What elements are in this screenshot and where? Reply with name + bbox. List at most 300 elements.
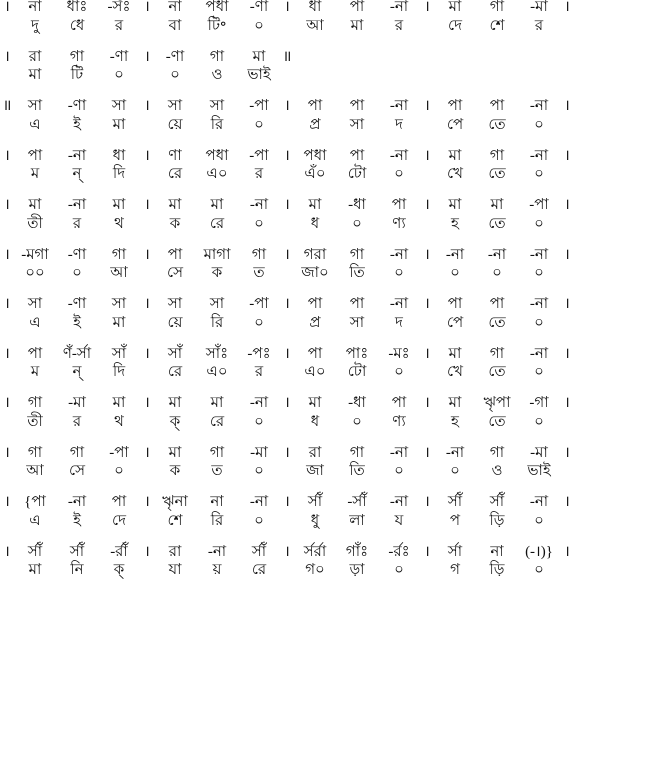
lyric-cell: লা — [349, 512, 365, 529]
lyric-cell: র — [254, 166, 264, 183]
notation-cell: না — [168, 0, 182, 15]
notation-cell: -পা — [249, 147, 269, 164]
notation-cell: মা — [448, 147, 462, 164]
notation-cell: পা — [391, 197, 407, 213]
lyric-cell: খে — [447, 364, 463, 381]
lyric-cell: আ — [26, 463, 44, 480]
notation-stanza — [0, 446, 671, 496]
stanza-gap — [0, 431, 671, 446]
lyric-cell: ড়ি — [489, 562, 505, 579]
lyric-row — [0, 167, 671, 183]
notation-cell: -পা — [249, 296, 269, 312]
notation-cell: গা — [251, 246, 267, 263]
stanza-gap — [0, 480, 671, 495]
lyric-cell: এঁ০ — [304, 166, 326, 183]
notation-cell: সা — [167, 98, 183, 114]
lyric-row — [0, 118, 671, 134]
notation-cell: না — [210, 494, 224, 510]
notation-cell: -ণা — [249, 0, 269, 15]
notation-cell: {পা — [24, 494, 46, 510]
lyric-row — [0, 19, 671, 35]
notation-cell: মা — [252, 48, 266, 65]
notation-cell: মা — [168, 444, 182, 461]
notation-cell: পা — [349, 147, 365, 164]
notation-cell: মা — [308, 197, 322, 213]
notation-cell: সাঁ — [167, 345, 183, 362]
notation-cell: ণঁ-র্সা — [62, 345, 92, 362]
notation-row — [0, 446, 671, 462]
notation-stanza — [0, 149, 671, 199]
notation-cell: -মঃ — [388, 345, 410, 362]
lyric-cell: টো — [347, 166, 367, 183]
bar-line: । — [284, 98, 290, 114]
lyric-cell: খে — [447, 166, 463, 183]
lyric-cell: ০ — [394, 562, 404, 579]
notation-row — [0, 0, 671, 16]
notation-cell: -না — [389, 444, 409, 461]
notation-cell: -ণা — [109, 48, 129, 65]
notation-cell: গা — [69, 444, 85, 461]
lyric-cell: ০ — [352, 215, 362, 232]
bar-line: । — [564, 197, 570, 213]
lyric-cell: থ — [114, 413, 124, 430]
notation-row — [0, 149, 671, 165]
lyric-cell: ০ — [534, 116, 544, 133]
bar-line: । — [564, 543, 570, 560]
notation-cell: -ণা — [67, 98, 87, 114]
bar-line: । — [4, 197, 10, 213]
lyric-cell: র — [254, 364, 264, 381]
lyric-cell: ০ — [394, 364, 404, 381]
lyric-cell: জা০ — [301, 265, 329, 282]
notation-cell: গা — [349, 444, 365, 461]
notation-cell: -না — [389, 246, 409, 263]
notation-cell: র্সাঁ — [307, 494, 323, 510]
notation-cell: -মগা — [21, 246, 49, 263]
notation-cell: -র্রঃ — [388, 543, 410, 560]
lyric-cell: রে — [209, 215, 225, 232]
lyric-cell: তে — [488, 166, 506, 183]
notation-cell: না — [490, 543, 504, 560]
lyric-cell: রে — [251, 562, 267, 579]
lyric-cell: ০ — [352, 413, 362, 430]
lyric-cell: দে — [112, 512, 126, 529]
bar-line: । — [564, 296, 570, 312]
notation-cell: -না — [529, 98, 549, 114]
lyric-cell: ০ — [254, 215, 264, 232]
lyric-cell: ই — [73, 314, 81, 331]
lyric-cell: তে — [488, 215, 506, 232]
stanza-gap — [0, 134, 671, 149]
lyric-cell: বা — [168, 17, 182, 34]
notation-cell: রা — [168, 543, 182, 560]
bar-line: । — [424, 543, 430, 560]
lyric-cell: ০ — [114, 67, 124, 84]
bar-line: । — [4, 543, 10, 560]
lyric-cell: ০ — [534, 314, 544, 331]
lyric-cell: পে — [446, 314, 464, 331]
notation-cell: রা — [28, 48, 42, 65]
lyric-cell: মা — [112, 116, 126, 133]
lyric-cell: ০ — [534, 512, 544, 529]
notation-row — [0, 50, 671, 66]
notation-cell: -ণা — [67, 246, 87, 263]
lyric-cell: ০ — [492, 265, 502, 282]
notation-cell: পা — [447, 98, 463, 114]
notation-cell: পা — [391, 395, 407, 411]
notation-cell: সা — [111, 296, 127, 312]
notation-cell: পাঃ — [345, 345, 369, 362]
notation-cell: মা — [210, 197, 224, 213]
stanza-gap — [0, 233, 671, 248]
notation-cell: গা — [489, 147, 505, 164]
notation-cell: -না — [445, 444, 465, 461]
notation-cell: -পা — [529, 197, 549, 213]
lyric-cell: র — [72, 413, 82, 430]
notation-cell: মা — [448, 0, 462, 15]
notation-cell: গাঁঃ — [345, 543, 369, 560]
lyric-cell: সা — [349, 314, 365, 331]
notation-row — [0, 495, 671, 511]
lyric-cell: ০ — [254, 413, 264, 430]
notation-stanza — [0, 495, 671, 545]
notation-cell: সা — [27, 296, 43, 312]
bar-line: । — [284, 395, 290, 411]
notation-cell: -না — [67, 147, 87, 164]
lyric-row — [0, 68, 671, 84]
bar-line: । — [424, 444, 430, 461]
notation-cell: -না — [389, 98, 409, 114]
lyric-cell: শে — [489, 17, 505, 34]
notation-cell: র্সাঁ — [489, 494, 505, 510]
notation-cell: -ধা — [348, 197, 366, 213]
notation-cell: -না — [389, 494, 409, 510]
notation-cell: -না — [529, 494, 549, 510]
lyric-cell: ক — [169, 463, 181, 480]
lyric-cell: এ০ — [206, 166, 228, 183]
bar-line: । — [284, 197, 290, 213]
lyric-cell: শে — [167, 512, 183, 529]
lyric-row — [0, 365, 671, 381]
lyric-cell: হ — [451, 215, 459, 232]
lyric-cell: যা — [168, 562, 182, 579]
lyric-cell: নি — [70, 562, 84, 579]
lyric-cell: ত — [253, 265, 265, 282]
notation-cell: পা — [27, 147, 43, 164]
notation-cell: র্সাঁ — [447, 494, 463, 510]
notation-cell: ণা — [168, 147, 182, 164]
lyric-row — [0, 266, 671, 282]
lyric-cell: ধে — [69, 17, 85, 34]
notation-row — [0, 396, 671, 412]
notation-cell: (-।)} — [525, 543, 553, 560]
notation-cell: -ধা — [348, 395, 366, 411]
lyric-cell: ০ — [534, 166, 544, 183]
notation-cell: র্সা — [447, 543, 463, 560]
notation-cell: গা — [489, 444, 505, 461]
notation-cell: মা — [490, 197, 504, 213]
notation-cell: সা — [209, 98, 225, 114]
notation-cell: -না — [389, 147, 409, 164]
lyric-cell: মা — [350, 17, 364, 34]
notation-cell: পা — [307, 345, 323, 362]
lyric-cell: র — [534, 17, 544, 34]
bar-line: । — [564, 395, 570, 411]
lyric-cell: ০ — [534, 562, 544, 579]
notation-cell: -না — [207, 543, 227, 560]
bar-line: । — [564, 494, 570, 510]
lyric-cell: ও — [491, 463, 503, 480]
lyric-cell: ড়ি — [489, 512, 505, 529]
bar-line: । — [144, 0, 150, 15]
lyric-cell: প্র — [309, 314, 321, 331]
lyric-cell: তে — [488, 314, 506, 331]
bar-line: । — [144, 543, 150, 560]
notation-cell: -মা — [530, 0, 548, 15]
lyric-cell: এ০ — [206, 364, 228, 381]
bar-line: । — [564, 98, 570, 114]
lyric-cell: টো — [347, 364, 367, 381]
lyric-cell: ০ — [534, 413, 544, 430]
lyric-cell: য়ে — [167, 314, 183, 331]
lyric-cell: ও — [211, 67, 223, 84]
notation-cell: মা — [210, 395, 224, 411]
notation-cell: পধা — [303, 147, 327, 164]
lyric-cell: রে — [209, 413, 225, 430]
notation-cell: পা — [111, 494, 127, 510]
lyric-cell: আ — [110, 265, 128, 282]
notation-row — [0, 248, 671, 264]
lyric-cell: তি — [349, 463, 365, 480]
notation-cell: -পা — [109, 444, 129, 461]
notation-stanza — [0, 396, 671, 446]
bar-line: । — [564, 345, 570, 362]
notation-cell: -না — [529, 147, 549, 164]
bar-line: । — [4, 395, 10, 411]
lyric-row — [0, 464, 671, 480]
notation-cell: -মা — [68, 395, 86, 411]
lyric-cell: তী — [27, 413, 43, 430]
bar-line: । — [144, 98, 150, 114]
lyric-cell: ক — [211, 265, 223, 282]
lyric-cell: র — [72, 215, 82, 232]
bar-line: । — [284, 543, 290, 560]
notation-cell: -পা — [249, 98, 269, 114]
lyric-cell: মা — [28, 562, 42, 579]
lyric-cell: ০ — [394, 265, 404, 282]
notation-cell: সাঁঃ — [205, 345, 229, 362]
lyric-cell: ০ — [72, 265, 82, 282]
lyric-cell: ০ — [394, 166, 404, 183]
lyric-cell: হ — [451, 413, 459, 430]
lyric-cell: তে — [488, 413, 506, 430]
notation-cell: পা — [349, 0, 365, 15]
lyric-row — [0, 217, 671, 233]
lyric-cell: ক্ — [113, 562, 125, 579]
notation-cell: মাগা — [203, 246, 231, 263]
lyric-cell: এ — [29, 512, 41, 529]
lyric-cell: ০ — [254, 512, 264, 529]
lyric-cell: রি — [210, 314, 224, 331]
notation-cell: গা — [489, 0, 505, 15]
stanza-gap — [0, 282, 671, 297]
lyric-cell: রে — [167, 364, 183, 381]
bar-line: । — [424, 0, 430, 15]
lyric-cell: ০ — [394, 463, 404, 480]
notation-cell: মা — [28, 197, 42, 213]
lyric-cell: ০ — [254, 17, 264, 34]
notation-cell: -না — [529, 246, 549, 263]
stanza-gap — [0, 183, 671, 198]
bar-line: । — [4, 0, 10, 15]
notation-cell: -না — [249, 494, 269, 510]
lyric-cell: দ — [395, 314, 403, 331]
notation-cell: পা — [349, 296, 365, 312]
bar-line: । — [4, 48, 10, 65]
notation-stanza — [0, 50, 671, 100]
stanza-gap — [0, 332, 671, 347]
lyric-cell: দি — [112, 166, 126, 183]
notation-cell: -র্সাঁ — [347, 494, 367, 510]
notation-stanza — [0, 248, 671, 298]
lyric-cell: ০ — [254, 463, 264, 480]
notation-cell: -র্রাঁ — [110, 543, 128, 560]
lyric-cell: মা — [112, 314, 126, 331]
bar-line: । — [4, 444, 10, 461]
lyric-cell: ০ — [534, 364, 544, 381]
lyric-cell: আ — [306, 17, 324, 34]
lyric-cell: ০ — [254, 314, 264, 331]
bar-line: । — [284, 494, 290, 510]
bar-line: । — [564, 147, 570, 164]
lyric-cell: ধু — [310, 512, 320, 529]
bar-line: ॥ — [282, 48, 292, 65]
notation-cell: সা — [209, 296, 225, 312]
bar-line: । — [4, 296, 10, 312]
bar-line: । — [424, 395, 430, 411]
notation-cell: মা — [308, 395, 322, 411]
notation-cell: সা — [27, 98, 43, 114]
lyric-cell: ০০ — [25, 265, 45, 282]
lyric-row — [0, 316, 671, 332]
notation-cell: মা — [112, 395, 126, 411]
notation-cell: মা — [448, 395, 462, 411]
lyric-cell: ই — [73, 512, 81, 529]
notation-cell: মা — [112, 197, 126, 213]
notation-cell: সা — [111, 98, 127, 114]
notation-cell: রা — [308, 444, 322, 461]
notation-cell: ধাঃ — [66, 0, 88, 15]
bar-line: । — [144, 444, 150, 461]
notation-cell: গা — [27, 395, 43, 411]
lyric-cell: ০ — [534, 215, 544, 232]
notation-cell: -মা — [530, 444, 548, 461]
notation-cell: ৠপা — [483, 395, 511, 411]
notation-cell: -গা — [529, 395, 549, 411]
bar-line: । — [424, 246, 430, 263]
lyric-cell: য — [394, 512, 404, 529]
bar-line: । — [284, 296, 290, 312]
bar-line: । — [564, 246, 570, 263]
notation-stanza — [0, 545, 671, 595]
bar-line: । — [144, 296, 150, 312]
notation-cell: সাঁ — [111, 345, 127, 362]
notation-row — [0, 99, 671, 115]
notation-stanza — [0, 297, 671, 347]
notation-cell: মা — [448, 197, 462, 213]
lyric-cell: ণ্য — [392, 215, 406, 232]
bar-line: । — [424, 494, 430, 510]
bar-line: । — [144, 395, 150, 411]
notation-stanza — [0, 99, 671, 149]
lyric-cell: ই — [73, 116, 81, 133]
notation-cell: ৠনা — [162, 494, 188, 510]
notation-cell: পা — [167, 246, 183, 263]
lyric-cell: ০ — [170, 67, 180, 84]
lyric-cell: থ — [114, 215, 124, 232]
lyric-row — [0, 514, 671, 530]
lyric-row — [0, 563, 671, 579]
lyric-cell: গ০ — [305, 562, 325, 579]
lyric-cell: মা — [28, 67, 42, 84]
bar-line: । — [284, 345, 290, 362]
stanza-gap — [0, 530, 671, 545]
bar-line: । — [424, 147, 430, 164]
notation-cell: -না — [389, 296, 409, 312]
lyric-cell: টি — [70, 67, 84, 84]
lyric-row — [0, 415, 671, 431]
lyric-cell: ণ্য — [392, 413, 406, 430]
lyric-cell: ভাই — [527, 463, 551, 480]
lyric-cell: দু — [31, 17, 39, 34]
notation-cell: পা — [349, 98, 365, 114]
notation-cell: সা — [167, 296, 183, 312]
lyric-cell: গ — [450, 562, 460, 579]
bar-line: । — [284, 444, 290, 461]
bar-line: । — [144, 197, 150, 213]
lyric-cell: তে — [488, 116, 506, 133]
notation-row — [0, 347, 671, 363]
bar-line: । — [4, 147, 10, 164]
notation-cell: গা — [27, 444, 43, 461]
notation-cell: গরা — [303, 246, 327, 263]
lyric-cell: ০ — [450, 265, 460, 282]
notation-cell: না — [28, 0, 42, 15]
lyric-cell: ম — [30, 364, 40, 381]
bar-line: ॥ — [2, 98, 12, 114]
notation-cell: মা — [448, 345, 462, 362]
bar-line: । — [4, 246, 10, 263]
notation-cell: -মা — [250, 444, 268, 461]
bar-line: । — [284, 0, 290, 15]
notation-stanza — [0, 347, 671, 397]
lyric-cell: রি — [210, 512, 224, 529]
bar-line: । — [144, 147, 150, 164]
notation-cell: পা — [307, 296, 323, 312]
lyric-cell: ০ — [534, 265, 544, 282]
notation-cell: গা — [209, 444, 225, 461]
stanza-gap — [0, 35, 671, 50]
notation-cell: -না — [487, 246, 507, 263]
lyric-cell: প্র — [309, 116, 321, 133]
notation-cell: -ণা — [67, 296, 87, 312]
bar-line: । — [424, 296, 430, 312]
lyric-cell: সে — [69, 463, 85, 480]
bar-line: । — [564, 0, 570, 15]
notation-cell: -সঁঃ — [107, 0, 131, 15]
notation-row — [0, 545, 671, 561]
lyric-cell: ক্ — [169, 413, 181, 430]
